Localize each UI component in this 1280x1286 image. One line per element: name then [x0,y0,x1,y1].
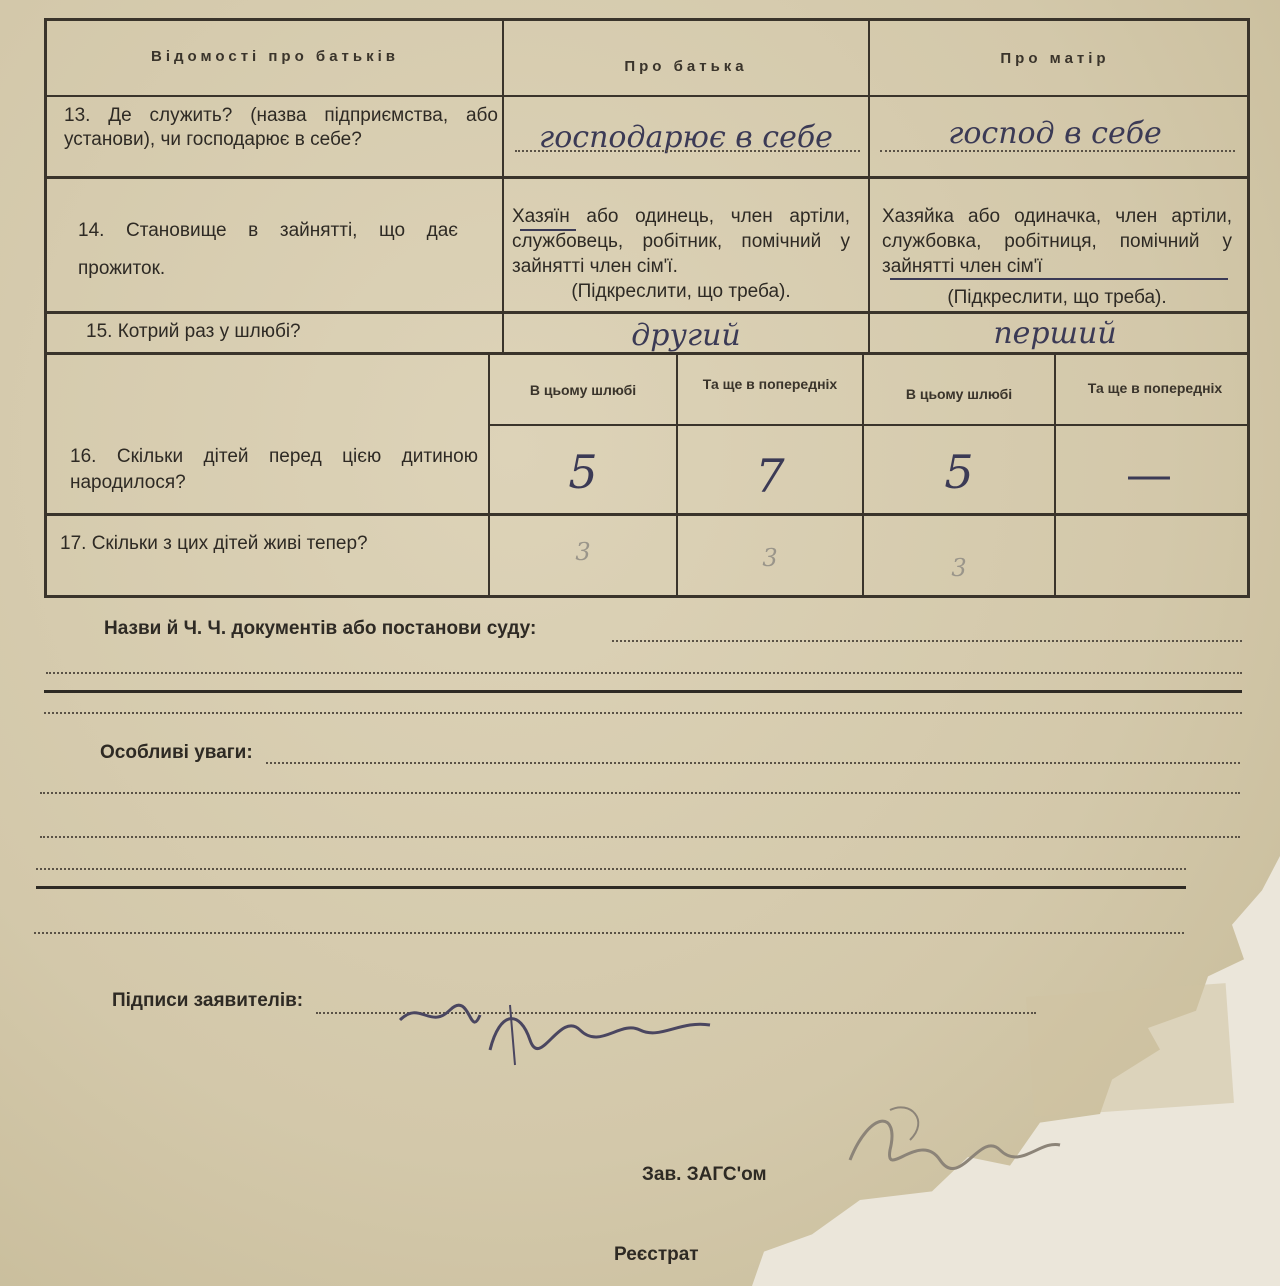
row14-father-options: Хазяїн або одинець, член артіли, службовець, робітник, помічний у зайнятті член сім'ї. [512,206,850,277]
dotted-line [266,762,1240,764]
row17-mother-this: 3 [951,554,967,582]
sub-previous: Та ще в попередніх [1087,380,1223,396]
row17-label: 17. Скільки з цих дітей живі тепер? [60,533,368,554]
notes-label: Особливі уваги: [100,742,253,763]
row13-mother-answer: господ в себе [948,116,1162,151]
applicant-signature [390,990,720,1080]
dotted-line [34,932,1184,934]
row14-father-note: (Підкреслити, що треба). [571,281,791,302]
solid-line [36,886,1186,889]
header-father: Про батька [624,58,748,75]
row15-label: 15. Котрий раз у шлюбі? [86,321,301,342]
row-divider [44,513,1250,516]
dotted-line [612,640,1242,642]
registrar-label: Реєстрат [614,1244,699,1265]
row16-father-this: 5 [568,445,598,499]
dotted-line [44,712,1242,714]
row13-father-answer: господарює в себе [539,120,833,155]
header-info: Відомості про батьків [151,48,399,65]
row13-label: 13. Де служить? (назва підприємства, або установи), чи господарює в себе? [64,105,498,150]
row16-label: 16. Скільки дітей перед цією дитиною народилося? [70,446,478,493]
sub-this-marriage: В цьому шлюбі [905,386,1013,402]
row14-mother-options: Хазяйка або одиначка, член артіли, службовка, робітниця, помічний у зайнятті член сім'ї [882,206,1232,277]
row16-mother-prev: — [1126,447,1172,501]
column-divider [502,18,504,352]
dotted-line [40,836,1240,838]
underline-mark [890,278,1228,280]
header-mother: Про матір [1000,50,1110,67]
dotted-line [40,792,1240,794]
registrar-signature [830,1090,1080,1200]
row14-label: 14. Становище в зайнятті, що дає прожиток. [78,220,458,279]
column-divider [868,18,870,352]
dotted-line [36,868,1186,870]
row15-father-answer: другий [631,318,741,353]
row14-mother-note: (Підкреслити, що треба). [947,287,1167,308]
row17-father-this: 3 [575,538,591,566]
row16-mother-this: 5 [944,445,974,499]
sub-this-marriage: В цьому шлюбі [529,382,637,398]
row16-father-prev: 7 [755,449,785,503]
row-divider [490,424,1250,426]
row17-father-prev: 3 [762,544,778,572]
zags-label: Зав. ЗАГС'ом [642,1164,767,1185]
row-divider [44,95,1250,97]
signatures-label: Підписи заявителів: [112,990,304,1011]
underline-mark [520,229,576,231]
dotted-line [880,150,1235,152]
sub-previous: Та ще в попередніх [702,376,838,392]
solid-line [44,690,1242,693]
documents-label: Назви й Ч. Ч. документів або постанови суду: [104,618,537,639]
dotted-line [515,150,860,152]
row-divider [44,176,1250,179]
row15-mother-answer: перший [993,316,1117,351]
row-divider [44,311,1250,314]
dotted-line [46,672,1242,674]
